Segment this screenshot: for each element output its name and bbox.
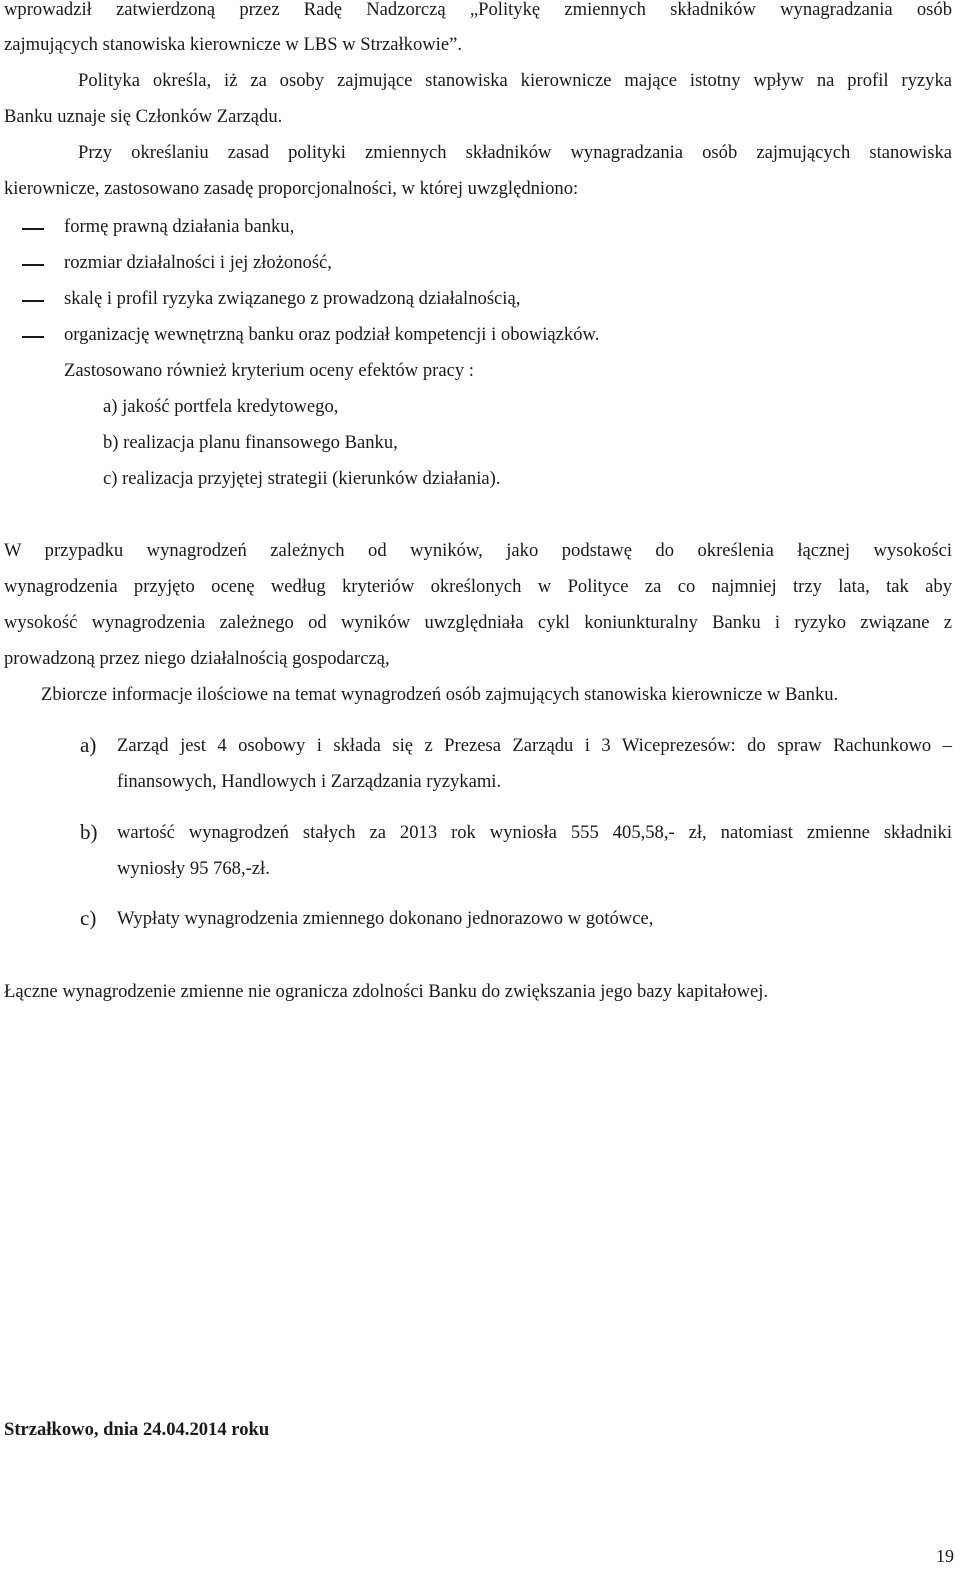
list-item-line: finansowych, Handlowych i Zarządzania ryzykami. [117, 771, 502, 792]
list-marker: a) [80, 733, 97, 757]
paragraph-4-line-2: wynagrodzenia przyjęto ocenę według kryteriów określonych w Polityce za co najmniej trzy lata, tak aby [4, 576, 952, 597]
paragraph-5: Zbiorcze informacje ilościowe na temat wynagrodzeń osób zajmujących stanowiska kierownicze w Banku. [41, 684, 839, 705]
list-item-line: wyniosły 95 768,-zł. [117, 858, 270, 879]
dash-bullet [22, 228, 44, 230]
dash-list-item: formę prawną działania banku, [64, 216, 295, 237]
paragraph-3-line-1: Przy określaniu zasad polityki zmiennych składników wynagradzania osób zajmujących stanowiska [78, 142, 952, 163]
criteria-intro: Zastosowano również kryterium oceny efektów pracy : [64, 360, 474, 381]
dash-list-item: rozmiar działalności i jej złożoność, [64, 252, 332, 273]
list-item-line: Zarząd jest 4 osobowy i składa się z Prezesa Zarządu i 3 Wiceprezesów: do spraw Rachunkowo – [117, 735, 952, 756]
paragraph-6: Łączne wynagrodzenie zmienne nie ogranicza zdolności Banku do zwiększania jego bazy kapitałowej. [4, 981, 769, 1002]
paragraph-4-line-1: W przypadku wynagrodzeń zależnych od wyników, jako podstawę do określenia łącznej wysokości [4, 540, 952, 561]
criteria-item: b) realizacja planu finansowego Banku, [103, 432, 398, 453]
dash-bullet [22, 264, 44, 266]
list-item-line: wartość wynagrodzeń stałych za 2013 rok wyniosła 555 405,58,- zł, natomiast zmienne składniki [117, 822, 952, 843]
dash-list-item: organizację wewnętrzną banku oraz podział kompetencji i obowiązków. [64, 324, 600, 345]
dash-bullet [22, 300, 44, 302]
list-marker: b) [80, 820, 98, 844]
dash-list-item: skalę i profil ryzyka związanego z prowadzoną działalnością, [64, 288, 521, 309]
page-number: 19 [936, 1546, 954, 1566]
dash-bullet [22, 336, 44, 338]
paragraph-1-line-2: zajmujących stanowiska kierownicze w LBS w Strzałkowie”. [4, 34, 462, 55]
paragraph-2-line-1: Polityka określa, iż za osoby zajmujące stanowiska kierownicze mające istotny wpływ na profil ryzyka [78, 70, 952, 91]
criteria-item: a) jakość portfela kredytowego, [103, 396, 339, 417]
paragraph-4-line-3: wysokość wynagrodzenia zależnego od wyników uwzględniała cykl koniunkturalny Banku i ryzyko związane z [4, 612, 952, 633]
list-marker: c) [80, 906, 97, 930]
criteria-item: c) realizacja przyjętej strategii (kierunków działania). [103, 468, 501, 489]
paragraph-4-line-4: prowadzoną przez niego działalnością gospodarczą, [4, 648, 390, 669]
signature-date: Strzałkowo, dnia 24.04.2014 roku [4, 1419, 270, 1440]
paragraph-2-line-2: Banku uznaje się Członków Zarządu. [4, 106, 283, 127]
paragraph-3-line-2: kierownicze, zastosowano zasadę proporcjonalności, w której uwzględniono: [4, 178, 579, 199]
paragraph-1-line-1: wprowadził zatwierdzoną przez Radę Nadzorczą „Politykę zmiennych składników wynagradzania osób [4, 0, 952, 20]
list-item-line: Wypłaty wynagrodzenia zmiennego dokonano jednorazowo w gotówce, [117, 908, 654, 929]
